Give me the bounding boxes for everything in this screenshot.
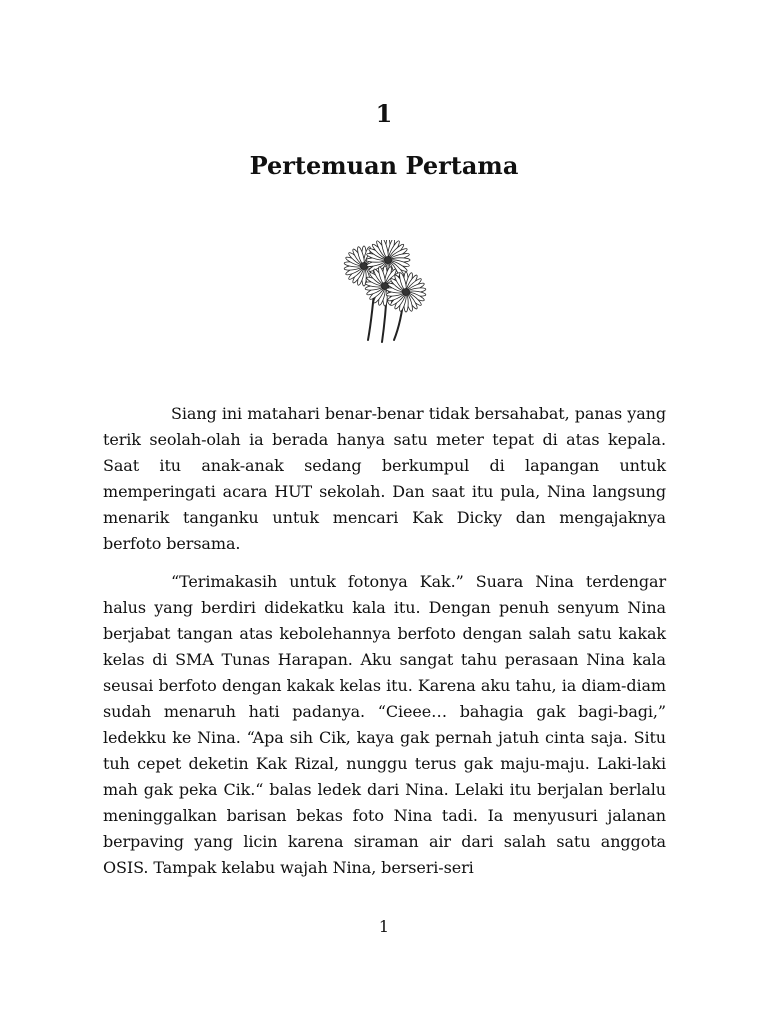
body-text — [103, 401, 666, 893]
page-number: 1 — [378, 917, 390, 936]
daisy-flowers-icon — [330, 240, 440, 345]
paragraph-2: “Terimakasih untuk fotonya Kak.” Suara Nina terdengar halus yang berdiri didekatku kala itu. Dengan penuh senyum Nina berjabat tangan atas kebolehannya berfoto dengan salah satu kakak kelas di SMA Tunas Harapan. Aku sangat tahu perasaan Nina kala seusai berfoto dengan kakak kelas itu. Karena aku tahu, ia diam-diam sudah menaruh hati padanya. “Cieee… bahagia gak bagi-bagi,” ledekku ke Nina. “Apa sih Cik, kaya gak pernah jatuh cinta saja. Situ tuh cepet deketin Kak Rizal, nunggu terus gak maju-maju. Laki-laki mah gak peka Cik.“ balas ledek dari Nina. Lelaki itu berjalan berlalu meninggalkan barisan bekas foto Nina tadi. Ia menyusuri jalanan berpaving yang licin karena siraman air dari salah satu anggota OSIS. Tampak kelabu wajah Nina, berseri-seri — [103, 572, 666, 877]
chapter-number: 1 — [375, 99, 393, 128]
paragraph-1: Siang ini matahari benar-benar tidak bersahabat, panas yang terik seolah-olah ia berada hanya satu meter tepat di atas kepala. Saat itu anak-anak sedang berkumpul di lapangan untuk memperingati acara HUT sekolah. Dan saat itu pula, Nina langsung menarik tanganku untuk mencari Kak Dicky dan mengajaknya berfoto bersama. — [103, 404, 666, 553]
chapter-title: Pertemuan Pertama — [249, 151, 519, 180]
